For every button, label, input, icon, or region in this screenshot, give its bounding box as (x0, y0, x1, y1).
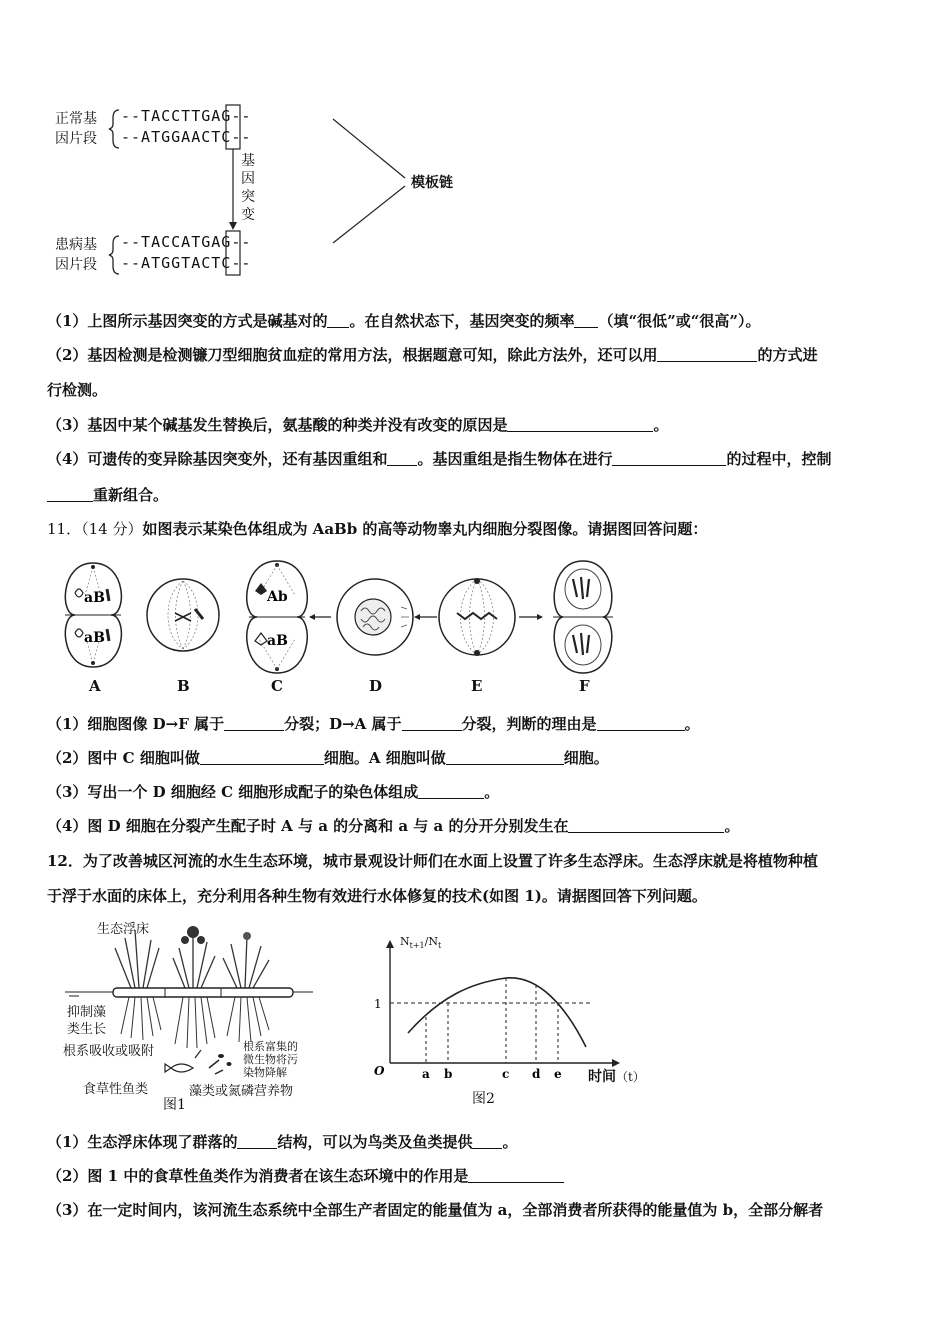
mutation-char: 因 (241, 171, 255, 187)
text: （t） (616, 1070, 645, 1084)
text: 细胞。A 细胞叫做 (323, 749, 446, 767)
text: 。 (724, 817, 740, 835)
text: 根系富集的 (243, 1040, 298, 1053)
disease-strand-top: --TACCATGAG-- (121, 233, 252, 251)
text: 分裂，判断的理由是 (461, 715, 597, 733)
template-strand-label: 模板链 (411, 175, 453, 191)
answer-blank[interactable] (446, 749, 564, 765)
cell-label-D: D (369, 677, 383, 695)
text: N (400, 935, 410, 948)
mutation-arrowhead (229, 222, 237, 230)
cell-C (247, 561, 307, 673)
q12-part3: （3）在一定时间内，该河流生态系统中全部生产者固定的能量值为 a，全部消费者所获得的能量值为 b，全部分解者 (47, 1201, 824, 1219)
answer-blank[interactable] (507, 416, 653, 432)
q11-part4 (47, 815, 739, 837)
text: 重新组合。 (93, 486, 169, 504)
y-tick-one: 1 (374, 997, 382, 1011)
template-line-top (333, 119, 405, 178)
text: 。 (684, 715, 700, 733)
q12-intro-line2: 于浮于水面的床体上，充分利用各种生物有效进行水体修复的技术(如图 1)。请据图回答下列问题。 (47, 887, 707, 905)
answer-blank[interactable] (568, 817, 724, 833)
mutation-char: 突 (241, 189, 255, 205)
cell-label-F: F (579, 677, 590, 695)
text: （1）上图所示基因突变的方式是碱基对的 (47, 312, 328, 330)
text: （1）细胞图像 D→F 属于 (47, 715, 225, 733)
text: /N (424, 935, 438, 948)
normal-strand-bottom: --ATGGAACTC-- (121, 128, 252, 146)
q10-part2-cont: 行检测。 (47, 381, 108, 399)
y-axis-label (400, 935, 441, 950)
x-tick-b: b (444, 1067, 453, 1081)
cell-B (147, 579, 219, 651)
answer-blank[interactable] (200, 749, 324, 765)
floating-bed-figure (55, 918, 315, 1118)
q10-part4 (47, 448, 831, 470)
answer-blank[interactable] (612, 450, 726, 466)
fig1-caption: 图1 (163, 1097, 186, 1113)
q11-part2 (47, 747, 609, 769)
cell-C-genes-bottom: aB (267, 633, 288, 649)
answer-blank[interactable] (47, 486, 93, 502)
question-number: 11．（14 分） (47, 520, 143, 538)
normal-strand-top: --TACCTTGAG-- (121, 107, 252, 125)
fig1-nutrient-label: 藻类或氮磷营养物 (189, 1084, 294, 1099)
cell-label-C: C (271, 677, 283, 695)
cell-E (439, 578, 515, 656)
fig1-algae-label (67, 1004, 106, 1038)
answer-blank[interactable] (224, 715, 284, 731)
text: t+1 (409, 941, 425, 951)
text: 。 (653, 416, 669, 434)
x-tick-c: c (502, 1067, 510, 1081)
q10-part3 (47, 414, 668, 436)
text: 微生物将污 (243, 1053, 298, 1066)
q12-intro-line1: 12．为了改善城区河流的水生生态环境，城市景观设计师们在水面上设置了许多生态浮床。生态浮床就是将植物种植 (47, 852, 818, 870)
text: t (437, 941, 442, 951)
q11-part3 (47, 781, 499, 803)
cell-label-E: E (471, 677, 483, 695)
text: （2）图中 C 细胞叫做 (47, 749, 200, 767)
cell-label-B: B (177, 677, 190, 695)
disease-base-box (226, 231, 240, 275)
text: （4）可遗传的变异除基因突变外，还有基因重组和 (47, 450, 388, 468)
gene-figure-lines (55, 100, 495, 280)
cell-F (553, 561, 613, 673)
fig1-micro-label (243, 1040, 298, 1079)
text: 时间 (588, 1069, 616, 1085)
normal-gene-label-line1: 正常基 (55, 111, 97, 127)
text: （4）图 D 细胞在分裂产生配子时 A 与 a 的分离和 a 与 a 的分开分别发生在 (47, 817, 569, 835)
text: （填“很低”或“很高”）。 (598, 312, 761, 330)
disease-gene-label-line1: 患病基 (55, 237, 97, 253)
q10-part4-cont (47, 484, 168, 506)
cell-labels (45, 677, 645, 699)
text: （2）图 1 中的食草性鱼类作为消费者在该生态环境中的作用是 (47, 1167, 469, 1185)
normal-base-box (226, 105, 240, 149)
q11-part1 (47, 713, 700, 735)
question-title: 如图表示某染色体组成为 AaBb 的高等动物睾丸内细胞分裂图像。请据图回答问题： (142, 520, 708, 538)
normal-gene-label-line2: 因片段 (55, 131, 97, 147)
text: 的方式进 (757, 346, 818, 364)
mutation-char: 变 (241, 207, 255, 223)
x-tick-d: d (532, 1067, 541, 1081)
text: （2）基因检测是检测镰刀型细胞贫血症的常用方法，根据题意可知，除此方法外，还可以用 (47, 346, 658, 364)
q11-title (47, 518, 707, 540)
q12-part2 (47, 1165, 564, 1187)
text: （3）基因中某个碱基发生替换后，氨基酸的种类并没有改变的原因是 (47, 416, 508, 434)
cell-A-genes-top: aB (84, 590, 105, 606)
fig1-title: 生态浮床 (97, 922, 150, 937)
text: 染物降解 (243, 1066, 287, 1079)
text: 分裂；D→A 属于 (284, 715, 402, 733)
answer-blank[interactable] (237, 1133, 277, 1149)
cell-C-genes-top: Ab (267, 589, 288, 605)
q10-part2 (47, 344, 817, 366)
fig1-root-label: 根系吸收或吸附 (63, 1044, 155, 1059)
text: 抑制藻 (67, 1005, 107, 1020)
mutation-char: 基 (241, 153, 255, 169)
cell-A (65, 563, 121, 667)
text: 结构，可以为鸟类及鱼类提供 (277, 1133, 473, 1151)
fig2-caption: 图2 (472, 1091, 495, 1107)
cell-A-genes-bottom: aB (84, 630, 105, 646)
text: 类生长 (67, 1022, 107, 1037)
x-tick-e: e (554, 1067, 562, 1081)
text: 细胞。 (563, 749, 609, 767)
cell-D (337, 579, 413, 655)
disease-gene-label-line2: 因片段 (55, 257, 97, 273)
text: 。在自然状态下，基因突变的频率 (349, 312, 575, 330)
answer-blank[interactable] (574, 312, 598, 328)
text: 。基因重组是指生物体在进行 (417, 450, 613, 468)
ratio-curve (408, 978, 586, 1047)
answer-blank[interactable] (327, 312, 349, 328)
text: 。 (484, 783, 500, 801)
x-tick-a: a (422, 1067, 430, 1081)
answer-blank[interactable] (468, 1167, 564, 1183)
fig1-fish-label: 食草性鱼类 (83, 1082, 149, 1097)
q12-part1 (47, 1131, 517, 1153)
answer-blank[interactable] (418, 783, 484, 799)
template-line-bottom (333, 186, 405, 243)
answer-blank[interactable] (597, 715, 685, 731)
gene-mutation-figure (55, 100, 495, 280)
origin-label: O (374, 1064, 385, 1078)
answer-blank[interactable] (657, 346, 757, 362)
answer-blank[interactable] (402, 715, 462, 731)
text: 的过程中，控制 (726, 450, 832, 468)
cell-label-A: A (89, 677, 101, 695)
brace-disease (109, 236, 119, 274)
cell-division-figure (45, 555, 645, 700)
text: （1）生态浮床体现了群落的 (47, 1133, 238, 1151)
text: （3）写出一个 D 细胞经 C 细胞形成配子的染色体组成 (47, 783, 419, 801)
brace-normal (109, 110, 119, 148)
population-chart (360, 935, 660, 1110)
answer-blank[interactable] (387, 450, 417, 466)
q10-part1 (47, 310, 760, 332)
x-axis-label (588, 1066, 645, 1086)
text: 。 (502, 1133, 518, 1151)
y-axis-arrow (386, 940, 394, 948)
answer-blank[interactable] (472, 1133, 502, 1149)
disease-strand-bottom: --ATGGTACTC-- (121, 254, 252, 272)
